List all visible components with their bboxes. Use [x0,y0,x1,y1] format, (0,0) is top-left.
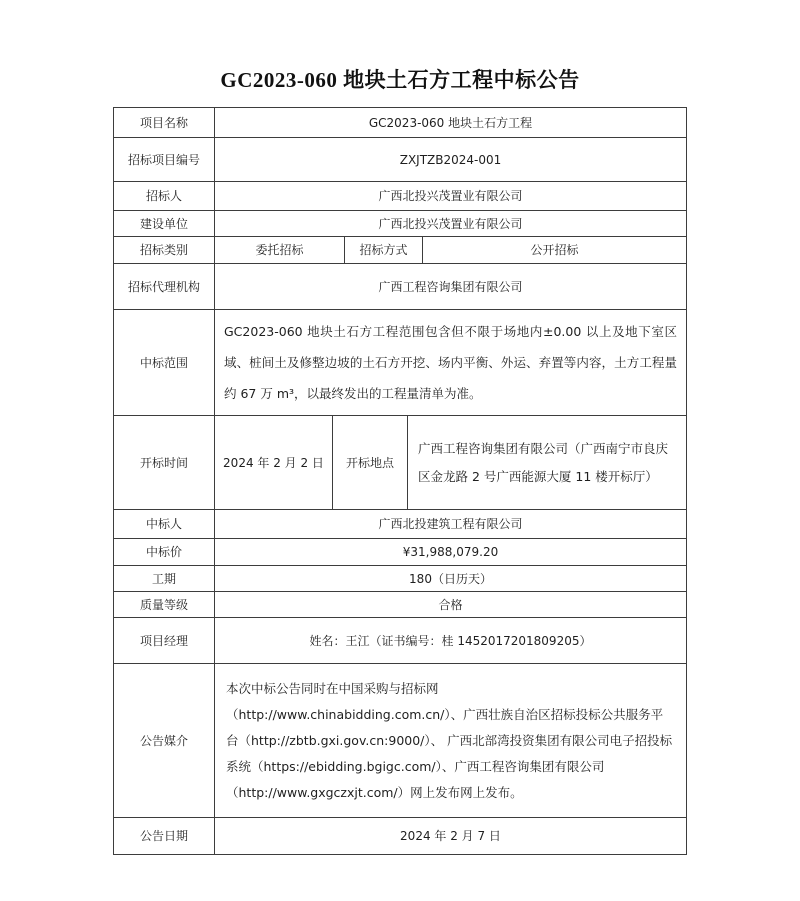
row-label: 中标范围 [114,310,215,415]
row-value: 2024 年 2 月 7 日 [400,829,501,843]
row-label: 开标时间 [114,416,215,509]
row-label: 公告日期 [114,818,215,854]
row-value: 广西北投建筑工程有限公司 [378,517,523,531]
row-value: 2024 年 2 月 2 日 [215,416,333,509]
table-row-bid-opening [114,416,686,510]
table-row-tender-agency [114,264,686,310]
table-row-winning-price [114,539,686,566]
row-label: 建设单位 [114,211,215,236]
row-value: 广西北投兴茂置业有限公司 [378,216,523,231]
row-label: 招标类别 [114,237,215,263]
page-title: GC2023-060 地块土石方工程中标公告 [220,68,580,92]
row-label: 项目名称 [114,108,215,137]
row-label: 招标代理机构 [114,264,215,309]
table-row-duration [114,566,686,592]
row-value: GC2023-060 地块土石方工程范围包含但不限于场地内±0.00 以上及地下室区域、桩间土及修整边坡的土石方开挖、场内平衡、外运、弃置等内容，土方工程量约 67 万 m³，以最终发出的工程量清单为准。 [224,324,677,401]
row-label: 招标项目编号 [114,138,215,181]
table-row-quality-grade [114,592,686,618]
row-label: 项目经理 [114,618,215,663]
row-label: 中标价 [114,539,215,565]
row-value: 180（日历天） [409,571,492,586]
row-value: GC2023-060 地块土石方工程 [368,115,533,130]
row-value: 广西工程咨询集团有限公司 [378,279,523,294]
row-label: 招标人 [114,182,215,210]
row-label: 中标人 [114,510,215,538]
table-row-announcement-media [114,664,686,818]
table-row-tender-category [114,237,686,264]
row-value: 姓名：王江（证书编号：桂 1452017201809205） [309,633,592,648]
row-value: 本次中标公告同时在中国采购与招标网（http://www.chinabidding.com.cn/）、广西壮族自治区招标投标公共服务平台（http://zbtb.gxi.gov.cn:9000/）、 广西北部湾投资集团有限公司电子招投标系统（https://ebidding.bgigc.com/）、广西工程咨询集团有限公司 （http://www.gxgczxjt.com/）网上发布网上发布。 [226,680,673,800]
row-label: 质量等级 [114,592,215,617]
table-row-tenderer [114,182,686,211]
table-row-project-name [114,108,686,138]
row-value: 合格 [438,597,463,612]
row-value: 委托招标 [215,237,345,263]
table-row-announcement-date [114,818,686,854]
table-row-tender-number [114,138,686,182]
row-label-2: 开标地点 [333,416,408,509]
announcement-table [113,107,687,855]
table-row-construction-unit [114,211,686,237]
row-label: 工期 [114,566,215,591]
table-row-project-manager [114,618,686,664]
table-row-winner [114,510,686,539]
row-label-2: 招标方式 [345,237,423,263]
table-row-award-scope [114,310,686,416]
row-value: 广西北投兴茂置业有限公司 [378,189,523,203]
row-value: ¥31,988,079.20 [402,545,499,559]
row-value: ZXJTZB2024-001 [399,152,502,167]
row-value-2: 公开招标 [530,243,579,257]
row-label: 公告媒介 [114,664,215,817]
row-value-2: 广西工程咨询集团有限公司（广西南宁市良庆区金龙路 2 号广西能源大厦 11 楼开标厅） [418,440,669,484]
